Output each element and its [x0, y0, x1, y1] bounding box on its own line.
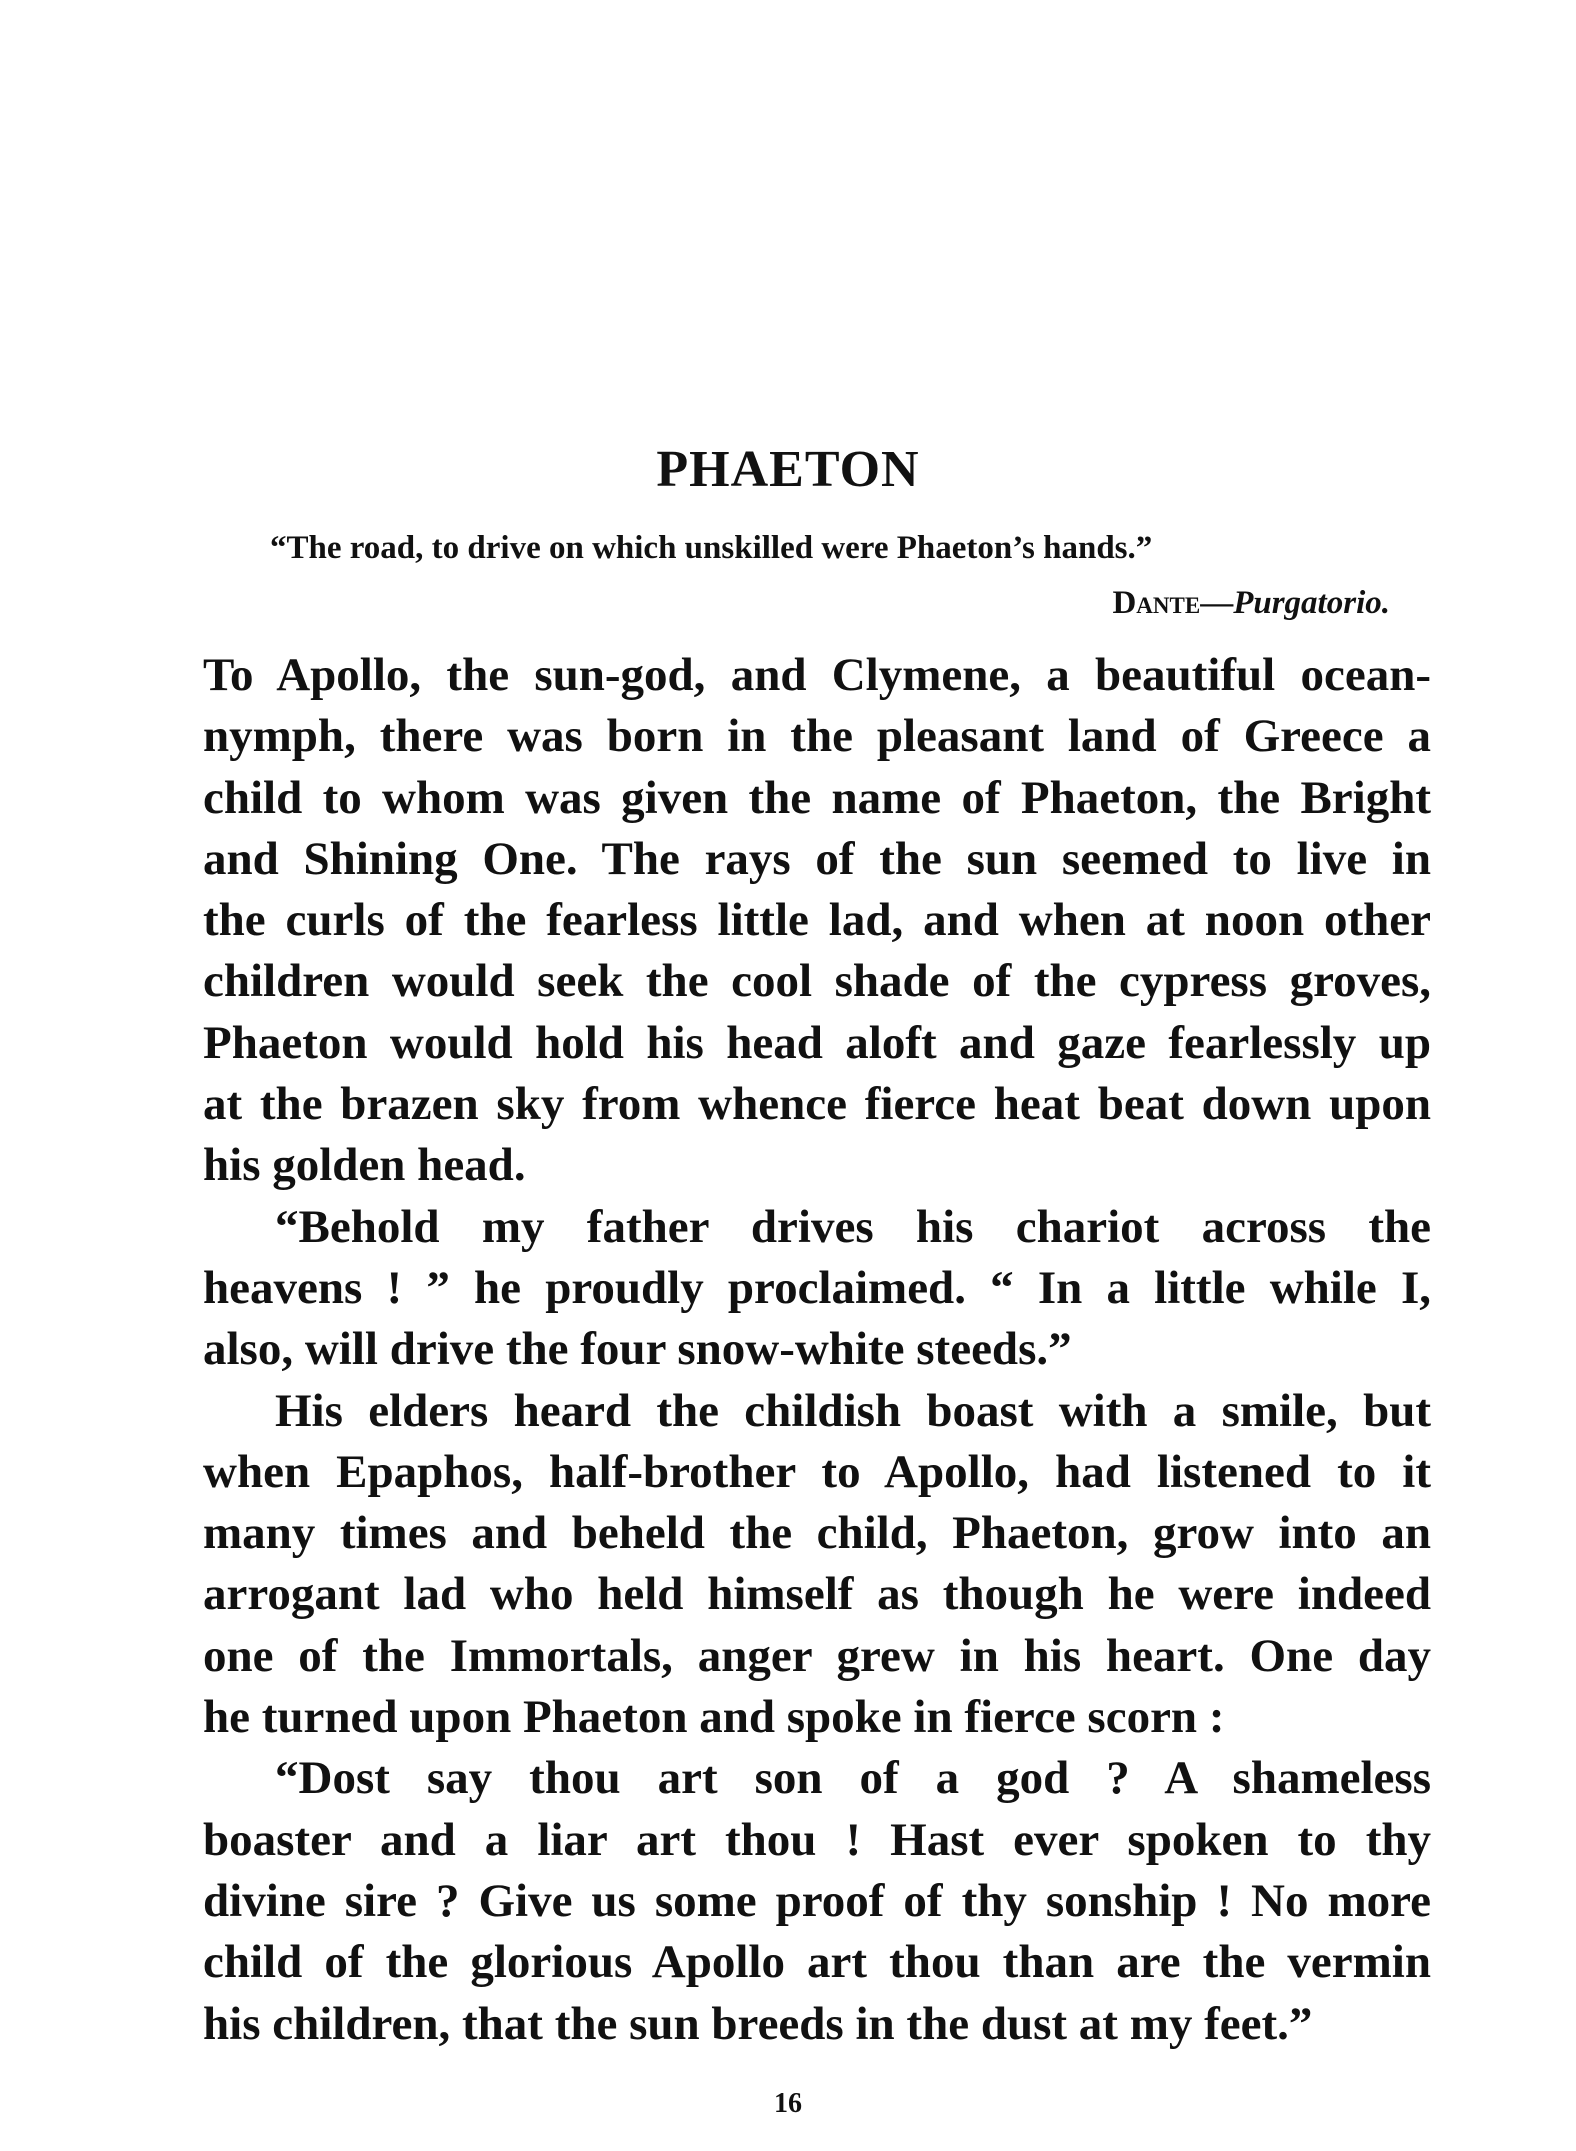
epigraph-author: Dante [1112, 585, 1201, 621]
text-line: arrogant lad who held himself as though he were indeed [203, 1568, 1431, 1621]
text-line: the curls of the fearless little lad, and when at noon other [203, 894, 1431, 947]
page-number: 16 [774, 2088, 802, 2119]
text-line: when Epaphos, half-brother to Apollo, had listened to it [203, 1445, 1431, 1498]
text-line: one of the Immortals, anger grew in his heart. One day [203, 1629, 1431, 1682]
text-line: His elders heard the childish boast with a smile, but [275, 1384, 1431, 1437]
epigraph-dash: — [1200, 585, 1234, 621]
epigraph-work: Purgatorio. [1233, 585, 1390, 621]
text-line: nymph, there was born in the pleasant land of Greece a [203, 710, 1431, 763]
text-line: at the brazen sky from whence fierce heat beat down upon [203, 1078, 1431, 1131]
text-line: heavens ! ” he proudly proclaimed. “ In a little while I, [203, 1261, 1431, 1314]
text-line: “Behold my father drives his chariot across the [275, 1200, 1431, 1253]
chapter-title: PHAETON [656, 441, 920, 498]
text-line: boaster and a liar art thou ! Hast ever spoken to thy [203, 1813, 1431, 1866]
text-line: Phaeton would hold his head aloft and gaze fearlessly up [203, 1016, 1431, 1069]
text-line: child of the glorious Apollo art thou than are the vermin [203, 1936, 1431, 1989]
text-line: his golden head. [203, 1139, 526, 1192]
text-line: “Dost say thou art son of a god ? A shameless [275, 1752, 1431, 1805]
text-line: his children, that the sun breeds in the dust at my feet.” [203, 1997, 1313, 2050]
text-line: many times and beheld the child, Phaeton, grow into an [203, 1507, 1431, 1560]
text-line: he turned upon Phaeton and spoke in fierce scorn : [203, 1691, 1225, 1744]
text-line: To Apollo, the sun-god, and Clymene, a beautiful ocean- [203, 649, 1431, 701]
text-line: also, will drive the four snow-white steeds.” [203, 1323, 1072, 1376]
epigraph-attribution [960, 585, 1390, 622]
body-text [203, 645, 1431, 2055]
text-line: divine sire ? Give us some proof of thy sonship ! No more [203, 1874, 1431, 1927]
text-line: children would seek the cool shade of the cypress groves, [203, 955, 1431, 1008]
text-line: child to whom was given the name of Phaeton, the Bright [203, 771, 1431, 824]
epigraph-quote: “The road, to drive on which unskilled were Phaeton’s hands.” [270, 530, 1153, 566]
text-line: and Shining One. The rays of the sun seemed to live in [203, 832, 1431, 885]
